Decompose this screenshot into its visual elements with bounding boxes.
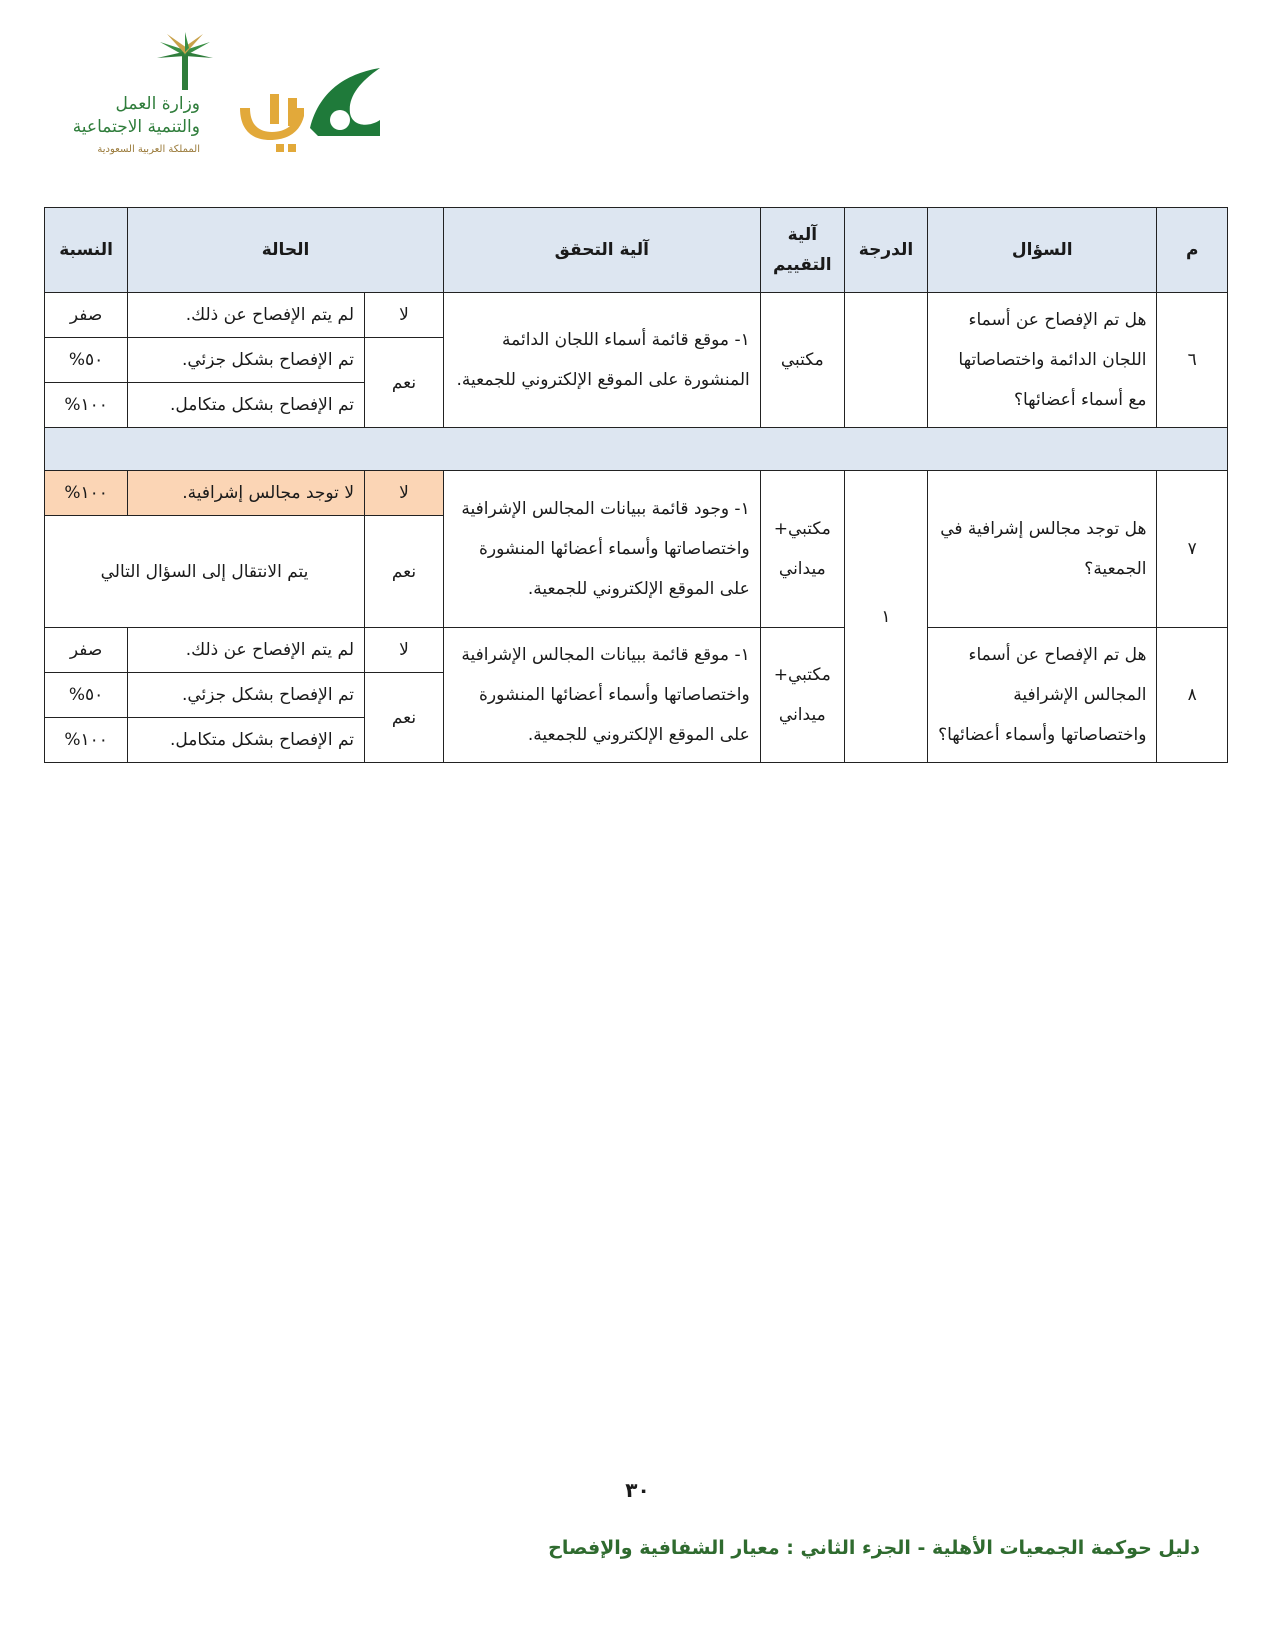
state-no: لم يتم الإفصاح عن ذلك. — [128, 628, 365, 673]
header-question: السؤال — [928, 208, 1157, 293]
table-row — [45, 628, 1228, 673]
ministry-country: المملكة العربية السعودية — [97, 144, 200, 155]
header-state: الحالة — [128, 208, 444, 293]
makeen-logo — [240, 58, 400, 158]
percent-full: ١٠٠% — [45, 383, 128, 428]
row-evaluation: مكتبي+ ميداني — [760, 471, 844, 628]
page-number: ٣٠ — [625, 1478, 650, 1502]
row-verification: ١- موقع قائمة أسماء اللجان الدائمة المنشورة على الموقع الإلكتروني للجمعية. — [443, 293, 760, 428]
percent-partial: ٥٠% — [45, 338, 128, 383]
header-degree: الدرجة — [844, 208, 927, 293]
row-evaluation: مكتبي — [760, 293, 844, 428]
evaluation-table — [44, 207, 1228, 763]
percent-partial: ٥٠% — [45, 673, 128, 718]
row-num: ٦ — [1157, 293, 1228, 428]
state-no: لم يتم الإفصاح عن ذلك. — [128, 293, 365, 338]
answer-no: لا — [365, 471, 444, 516]
answer-yes: نعم — [365, 673, 444, 763]
row-question: هل توجد مجالس إشرافية في الجمعية؟ — [928, 471, 1157, 628]
percent-no: صفر — [45, 628, 128, 673]
answer-yes: نعم — [365, 338, 444, 428]
table-header-row — [45, 208, 1228, 293]
separator-cell — [45, 428, 1228, 471]
ministry-logo — [60, 32, 200, 162]
state-full: تم الإفصاح بشكل متكامل. — [128, 383, 365, 428]
header-evaluation: آلية التقييم — [760, 208, 844, 293]
row-degree: ١ — [844, 471, 927, 763]
table-row — [45, 471, 1228, 516]
answer-no: لا — [365, 293, 444, 338]
ministry-name-line1: وزارة العمل — [115, 94, 200, 114]
row-verification: ١- وجود قائمة ببيانات المجالس الإشرافية واختصاصاتها وأسماء أعضائها المنشورة على الموقع الإلكتروني للجمعية. — [443, 471, 760, 628]
ministry-name-line2: والتنمية الاجتماعية — [72, 117, 200, 137]
row-evaluation: مكتبي+ ميداني — [760, 628, 844, 763]
row-num: ٨ — [1157, 628, 1228, 763]
row-num: ٧ — [1157, 471, 1228, 628]
row-degree — [844, 293, 927, 428]
state-partial: تم الإفصاح بشكل جزئي. — [128, 338, 365, 383]
state-full: تم الإفصاح بشكل متكامل. — [128, 718, 365, 763]
header-verification: آلية التحقق — [443, 208, 760, 293]
state-yes-next-question: يتم الانتقال إلى السؤال التالي — [45, 516, 365, 628]
answer-yes: نعم — [365, 516, 444, 628]
table-row — [45, 293, 1228, 338]
row-verification: ١- موقع قائمة ببيانات المجالس الإشرافية واختصاصاتها وأسماء أعضائها المنشورة على الموقع الإلكتروني للجمعية. — [443, 628, 760, 763]
percent-full: ١٠٠% — [45, 718, 128, 763]
answer-no: لا — [365, 628, 444, 673]
percent-no: ١٠٠% — [45, 471, 128, 516]
state-no: لا توجد مجالس إشرافية. — [128, 471, 365, 516]
percent-no: صفر — [45, 293, 128, 338]
table-separator-row — [45, 428, 1228, 471]
makeen-logo-icon — [240, 58, 400, 158]
footer-title: دليل حوكمة الجمعيات الأهلية - الجزء الثاني : معيار الشفافية والإفصاح — [548, 1537, 1200, 1559]
header-percent: النسبة — [45, 208, 128, 293]
row-question: هل تم الإفصاح عن أسماء اللجان الدائمة واختصاصاتها مع أسماء أعضائها؟ — [928, 293, 1157, 428]
palm-tree-icon — [155, 32, 215, 90]
row-question: هل تم الإفصاح عن أسماء المجالس الإشرافية واختصاصاتها وأسماء أعضائها؟ — [928, 628, 1157, 763]
header-num: م — [1157, 208, 1228, 293]
state-partial: تم الإفصاح بشكل جزئي. — [128, 673, 365, 718]
